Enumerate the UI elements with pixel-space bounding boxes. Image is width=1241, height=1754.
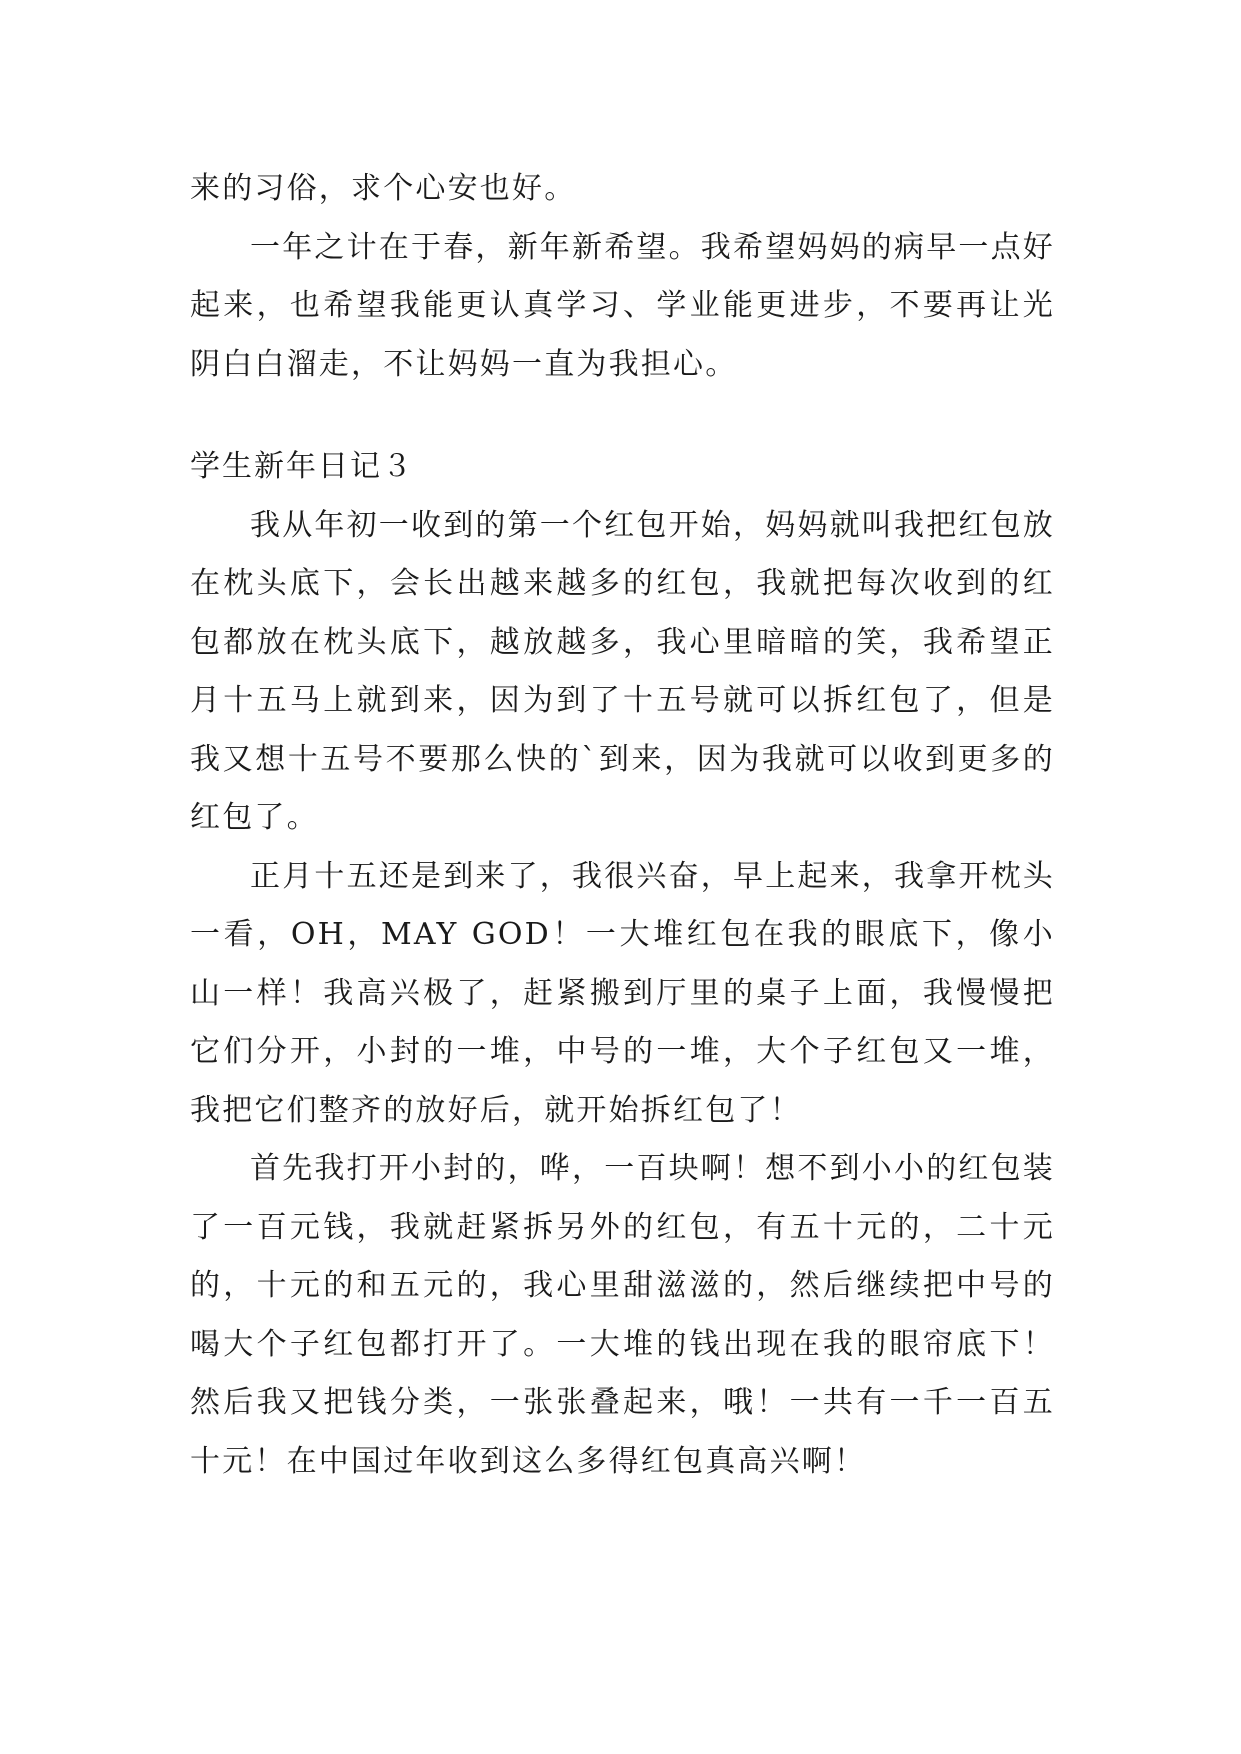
paragraph-red-envelopes: 我从年初一收到的第一个红包开始，妈妈就叫我把红包放在枕头底下，会长出越来越多的红包，我就把每次收到的红包都放在枕头底下，越放越多，我心里暗暗的笑，我希望正月十五马上就到来，因为到了十五号就可以拆红包了，但是我又想十五号不要那么快的`到来，因为我就可以收到更多的红包了。 <box>190 507 1055 835</box>
section-title: 学生新年日记３ <box>190 449 414 484</box>
paragraph-continuation: 来的习俗，求个心安也好。 <box>190 171 577 206</box>
paragraph-opening-envelopes: 首先我打开小封的，哗，一百块啊！想不到小小的红包装了一百元钱，我就赶紧拆另外的红包，有五十元的，二十元的，十元的和五元的，我心里甜滋滋的，然后继续把中号的喝大个子红包都打开了。一大堆的钱出现在我的眼帘底下！然后我又把钱分类，一张张叠起来，哦！一共有一千一百五十元！在中国过年收到这么多得红包真高兴啊！ <box>190 1151 1055 1479</box>
paragraph-new-year-wish: 一年之计在于春，新年新希望。我希望妈妈的病早一点好起来，也希望我能更认真学习、学业能更进步，不要再让光阴白白溜走，不让妈妈一直为我担心。 <box>190 229 1055 382</box>
paragraph-fifteenth-day: 正月十五还是到来了，我很兴奋，早上起来，我拿开枕头一看，OH，MAY GOD！一大堆红包在我的眼底下，像小山一样！我高兴极了，赶紧搬到厅里的桌子上面，我慢慢把它们分开，小封的一堆，中号的一堆，大个子红包又一堆，我把它们整齐的放好后，就开始拆红包了！ <box>190 858 1055 1128</box>
document-page <box>190 160 1055 1491</box>
